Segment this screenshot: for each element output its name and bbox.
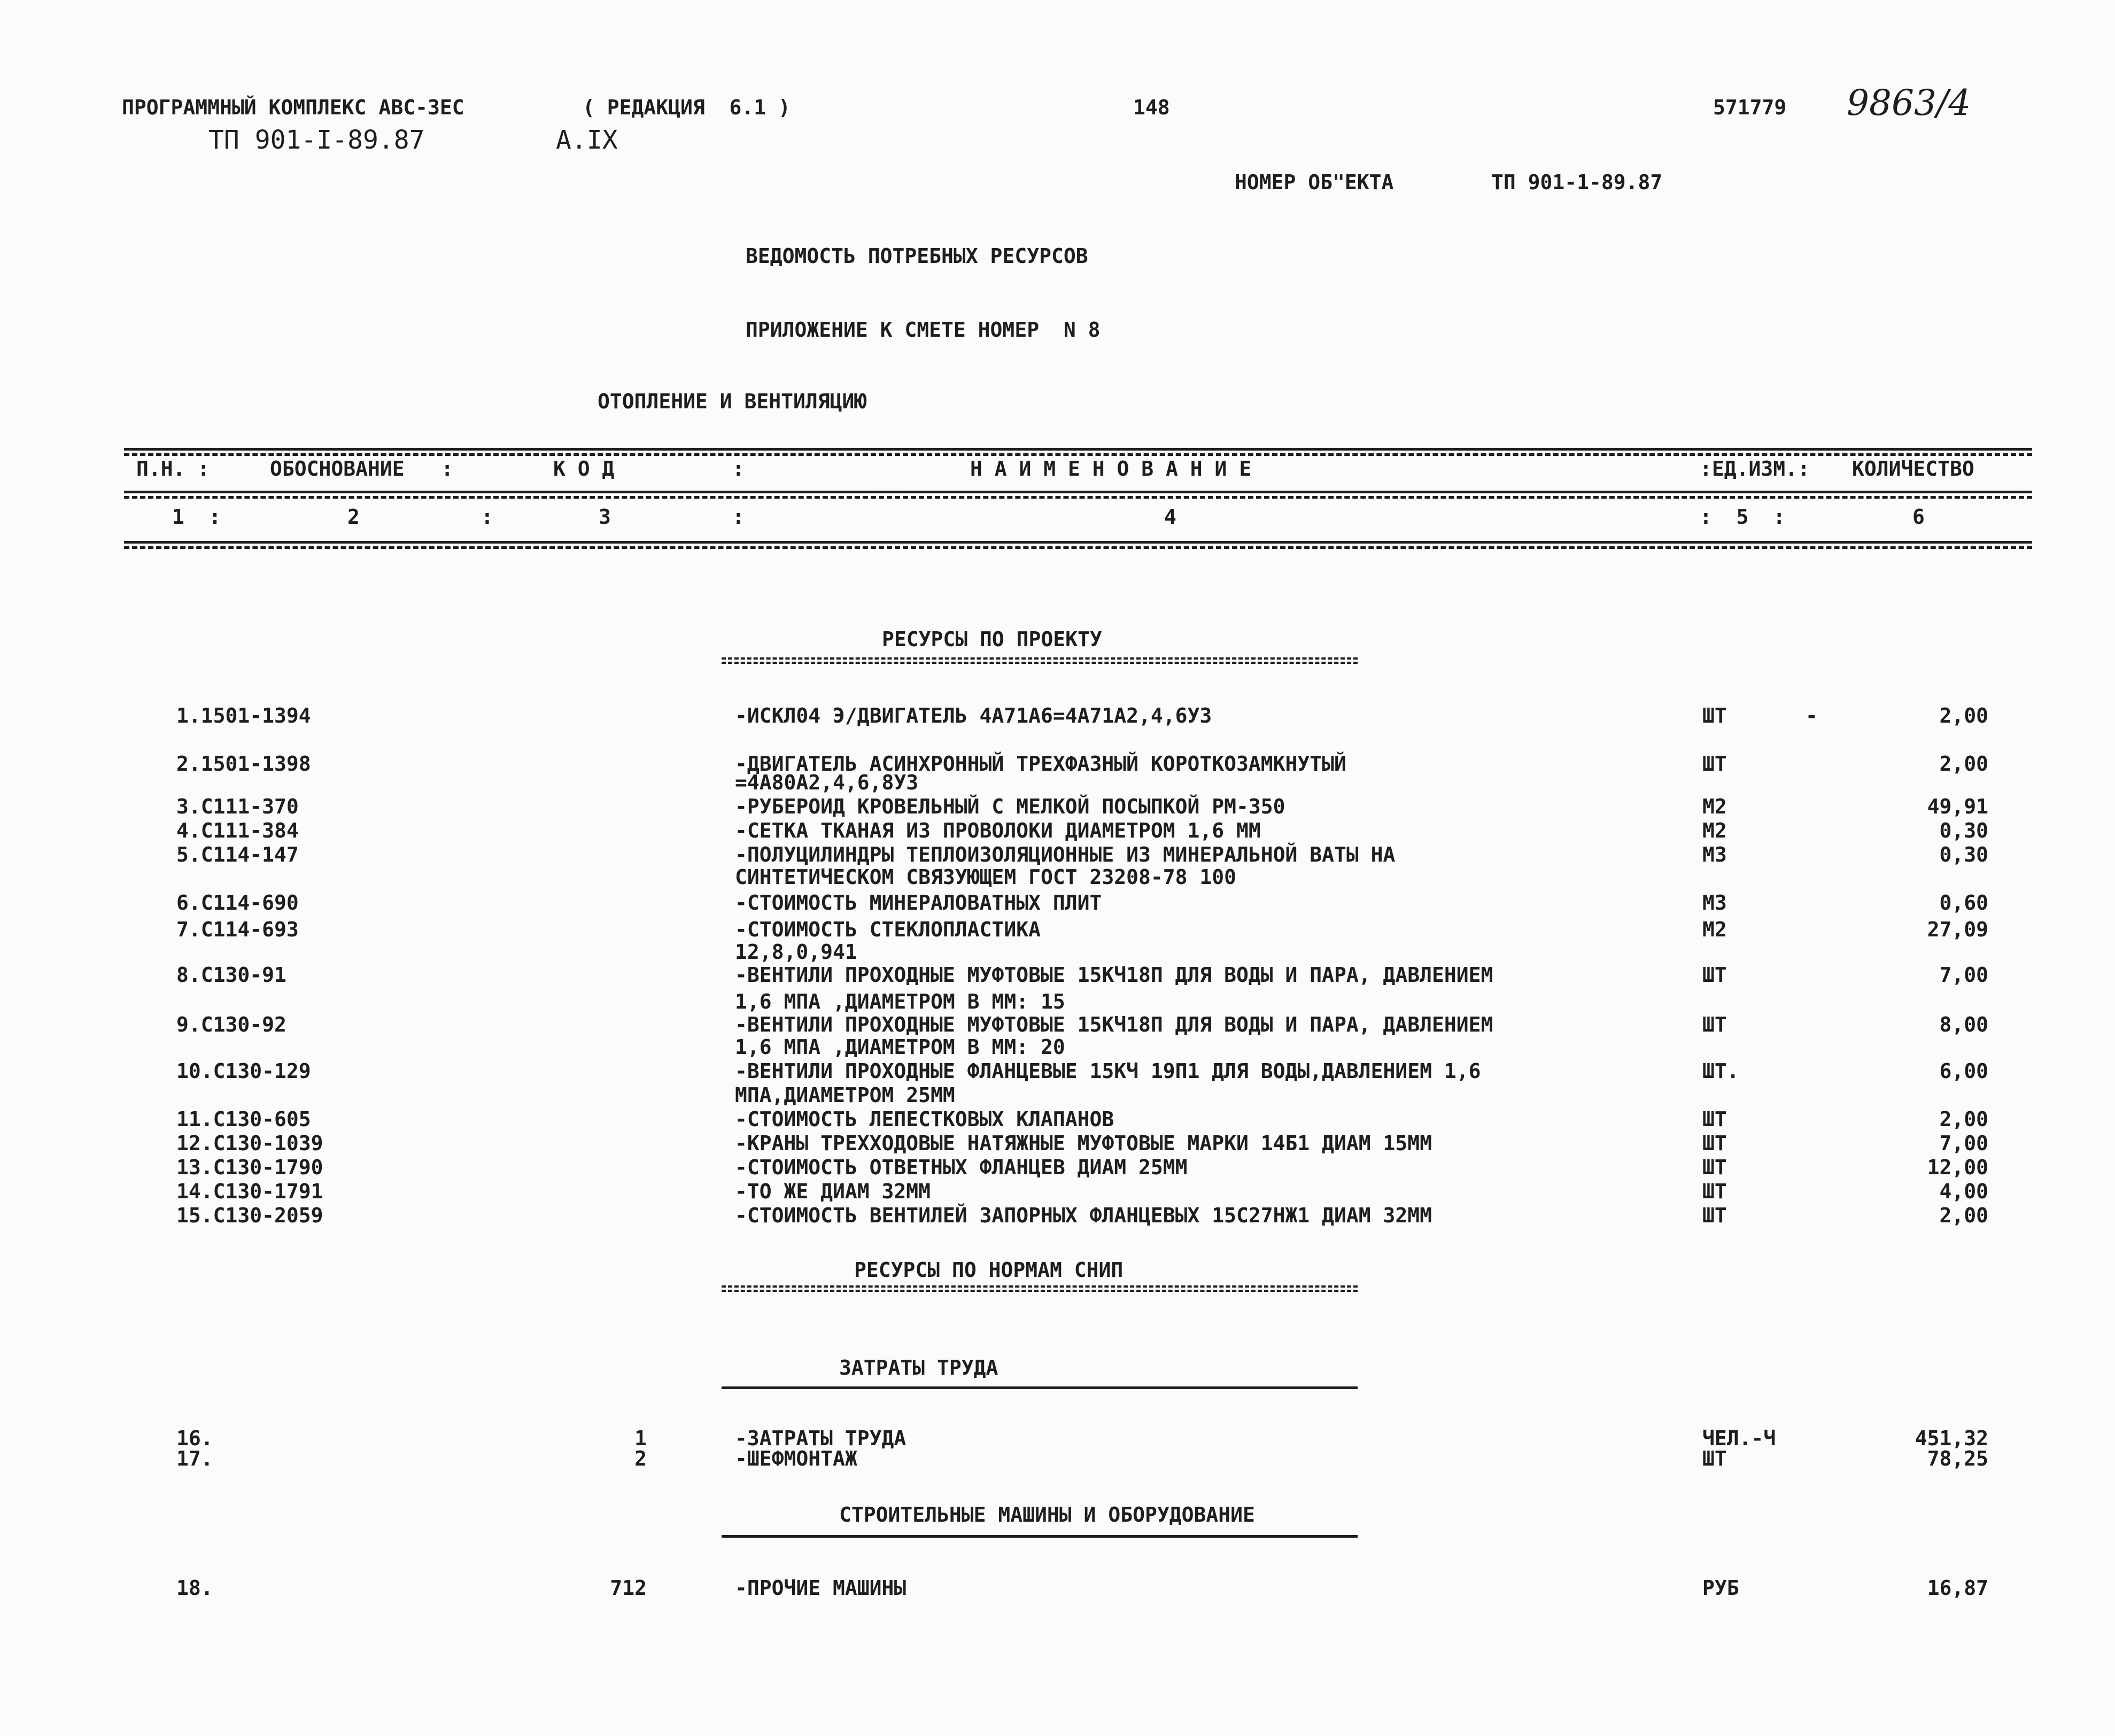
row-unit: М3	[1702, 891, 1727, 914]
row-name: -ВЕНТИЛИ ПРОХОДНЫЕ ФЛАНЦЕВЫЕ 15КЧ 19П1 ДЛЯ ВОДЫ,ДАВЛЕНИЕМ 1,6	[735, 1059, 1481, 1083]
header-top-rule-2	[124, 453, 2032, 456]
table-row	[0, 919, 2115, 945]
row-name-continuation: 1,6 МПА ,ДИАМЕТРОМ В ММ: 20	[735, 1035, 1065, 1059]
table-row	[0, 1157, 2115, 1183]
col-header-qty: КОЛИЧЕСТВО	[1852, 457, 1974, 480]
row-number: 1.1501-1394	[176, 704, 311, 727]
row-code: 1	[634, 1427, 647, 1450]
col-header-pn: П.Н. :	[136, 457, 210, 480]
row-qty: 8,00	[1939, 1013, 1988, 1036]
col-header-sep: :	[732, 457, 745, 480]
table-row	[0, 1181, 2115, 1207]
row-number: 11.С130-605	[176, 1107, 311, 1131]
table-row	[0, 1133, 2115, 1159]
row-number: 9.С130-92	[176, 1013, 286, 1036]
section-machines-underline	[722, 1535, 1358, 1538]
row-name: -ВЕНТИЛИ ПРОХОДНЫЕ МУФТОВЫЕ 15КЧ18П ДЛЯ ВОДЫ И ПАРА, ДАВЛЕНИЕМ	[735, 1013, 1493, 1036]
table-row	[0, 820, 2115, 846]
table-row	[0, 1448, 2115, 1474]
col-num-4: 4	[1164, 505, 1176, 529]
table-row	[0, 1109, 2115, 1135]
row-name: -СТОИМОСТЬ СТЕКЛОПЛАСТИКА	[735, 918, 1041, 941]
section-norms-underline	[722, 1285, 1358, 1292]
document-title: ВЕДОМОСТЬ ПОТРЕБНЫХ РЕСУРСОВ	[746, 244, 1088, 268]
section-labor-title: ЗАТРАТЫ ТРУДА	[839, 1356, 998, 1380]
row-qty: 78,25	[1927, 1447, 1988, 1470]
row-qty: 0,30	[1939, 843, 1988, 866]
row-name: -ВЕНТИЛИ ПРОХОДНЫЕ МУФТОВЫЕ 15КЧ18П ДЛЯ ВОДЫ И ПАРА, ДАВЛЕНИЕМ	[735, 963, 1493, 987]
col-num-3-sep: :	[732, 505, 745, 529]
row-name: -СТОИМОСТЬ ОТВЕТНЫХ ФЛАНЦЕВ ДИАМ 25ММ	[735, 1156, 1188, 1179]
row-unit: ШТ	[1702, 963, 1727, 987]
row-number: 7.С114-693	[176, 918, 299, 941]
row-qty: 7,00	[1939, 963, 1988, 987]
doc-code: 571779	[1713, 96, 1787, 119]
row-dash: -	[1806, 704, 1818, 727]
row-name: -ШЕФМОНТАЖ	[735, 1447, 857, 1470]
row-name: -ТО ЖЕ ДИАМ 32ММ	[735, 1180, 931, 1203]
table-row	[0, 965, 2115, 990]
row-name: -ПРОЧИЕ МАШИНЫ	[735, 1576, 907, 1600]
header-mid-rule-2	[124, 496, 2032, 499]
object-number: ТП 901-1-89.87	[1491, 170, 1663, 194]
project-code: ТП 901-I-89.87	[208, 125, 425, 155]
row-number: 4.С111-384	[176, 819, 299, 842]
row-number: 12.С130-1039	[176, 1132, 323, 1155]
row-number: 10.С130-129	[176, 1059, 311, 1083]
row-qty: 12,00	[1927, 1156, 1988, 1179]
row-qty: 7,00	[1939, 1132, 1988, 1155]
col-num-3: 3	[599, 505, 611, 529]
table-row	[0, 796, 2115, 822]
row-unit: ШТ	[1702, 704, 1727, 727]
row-number: 5.С114-147	[176, 843, 299, 866]
page-number: 148	[1133, 96, 1170, 119]
col-num-6: 6	[1912, 505, 1925, 529]
row-unit: ШТ	[1702, 752, 1727, 776]
row-name-continuation: 1,6 МПА ,ДИАМЕТРОМ В ММ: 15	[735, 990, 1065, 1013]
annex-title: ПРИЛОЖЕНИЕ К СМЕТЕ НОМЕР N 8	[746, 318, 1101, 342]
row-unit: М2	[1702, 795, 1727, 818]
row-qty: 27,09	[1927, 918, 1988, 941]
row-unit: РУБ	[1702, 1576, 1739, 1600]
edition: ( РЕДАКЦИЯ 6.1 )	[583, 96, 791, 119]
row-number: 17.	[176, 1447, 213, 1470]
row-name: -СЕТКА ТКАНАЯ ИЗ ПРОВОЛОКИ ДИАМЕТРОМ 1,6 ММ	[735, 819, 1261, 842]
row-unit: М3	[1702, 843, 1727, 866]
header-bottom-rule-2	[124, 546, 2032, 549]
object-label: НОМЕР ОБ"ЕКТА	[1235, 170, 1394, 194]
row-name-continuation: МПА,ДИАМЕТРОМ 25ММ	[735, 1083, 955, 1107]
table-row-continuation	[0, 772, 2115, 798]
row-unit: ШТ	[1702, 1204, 1727, 1227]
col-num-2: 2	[347, 505, 360, 529]
row-unit: ШТ	[1702, 1107, 1727, 1131]
row-number: 2.1501-1398	[176, 752, 311, 776]
row-name: -ПОЛУЦИЛИНДРЫ ТЕПЛОИЗОЛЯЦИОННЫЕ ИЗ МИНЕРАЛЬНОЙ ВАТЫ НА	[735, 843, 1396, 866]
table-row-continuation	[0, 1085, 2115, 1111]
row-number: 13.С130-1790	[176, 1156, 323, 1179]
row-name-continuation: 12,8,0,941	[735, 940, 857, 964]
col-header-basis: ОБОСНОВАНИЕ :	[270, 457, 454, 480]
row-number: 16.	[176, 1427, 213, 1450]
table-row	[0, 1061, 2115, 1087]
row-number: 6.С114-690	[176, 891, 299, 914]
col-header-code: К О Д	[553, 457, 615, 480]
header-top-rule	[124, 448, 2032, 451]
program-name: ПРОГРАММНЫЙ КОМПЛЕКС АВС-ЗЕС	[122, 96, 464, 119]
row-number: 14.С130-1791	[176, 1180, 323, 1203]
row-name: -ДВИГАТЕЛЬ АСИНХРОННЫЙ ТРЕХФАЗНЫЙ КОРОТКОЗАМКНУТЫЙ	[735, 752, 1346, 776]
row-name: -СТОИМОСТЬ МИНЕРАЛОВАТНЫХ ПЛИТ	[735, 891, 1102, 914]
col-header-name: Н А И М Е Н О В А Н И Е	[970, 457, 1252, 480]
row-unit: ЧЕЛ.-Ч	[1702, 1427, 1776, 1450]
row-qty: 4,00	[1939, 1180, 1988, 1203]
section-title: ОТОПЛЕНИЕ И ВЕНТИЛЯЦИЮ	[598, 390, 867, 413]
col-num-2-sep: :	[481, 505, 493, 529]
row-name-continuation: =4А80А2,4,6,8У3	[735, 771, 919, 794]
row-qty: 49,91	[1927, 795, 1988, 818]
col-num-1: 1 :	[172, 505, 221, 529]
row-unit: ШТ	[1702, 1180, 1727, 1203]
row-unit: М2	[1702, 918, 1727, 941]
row-number: 18.	[176, 1576, 213, 1600]
row-code: 2	[634, 1447, 647, 1470]
row-unit: М2	[1702, 819, 1727, 842]
table-row	[0, 1205, 2115, 1231]
row-name: -КРАНЫ ТРЕХХОДОВЫЕ НАТЯЖНЫЕ МУФТОВЫЕ МАРКИ 14Б1 ДИАМ 15ММ	[735, 1132, 1432, 1155]
row-qty: 6,00	[1939, 1059, 1988, 1083]
row-name: -РУБЕРОИД КРОВЕЛЬНЫЙ С МЕЛКОЙ ПОСЫПКОЙ РМ-350	[735, 795, 1285, 818]
col-num-5: : 5 :	[1700, 505, 1786, 529]
row-name-continuation: СИНТЕТИЧЕСКОМ СВЯЗУЮЩЕМ ГОСТ 23208-78 100	[735, 865, 1236, 889]
row-qty: 2,00	[1939, 1204, 1988, 1227]
header-bottom-rule	[124, 541, 2032, 544]
row-number: 15.С130-2059	[176, 1204, 323, 1227]
row-unit: ШТ	[1702, 1013, 1727, 1036]
col-header-unit: :ЕД.ИЗМ.:	[1700, 457, 1810, 480]
section-machines-title: СТРОИТЕЛЬНЫЕ МАШИНЫ И ОБОРУДОВАНИЕ	[839, 1503, 1255, 1526]
section-project-title: РЕСУРСЫ ПО ПРОЕКТУ	[882, 627, 1102, 651]
row-number: 3.С111-370	[176, 795, 299, 818]
table-row-continuation	[0, 867, 2115, 893]
handwritten-reference: 9863/4	[1847, 82, 1971, 123]
row-unit: ШТ	[1702, 1132, 1727, 1155]
row-name: -СТОИМОСТЬ ВЕНТИЛЕЙ ЗАПОРНЫХ ФЛАНЦЕВЫХ 15С27НЖ1 ДИАМ 32ММ	[735, 1204, 1432, 1227]
table-row	[0, 1578, 2115, 1603]
row-qty: 0,30	[1939, 819, 1988, 842]
row-code: 712	[610, 1576, 647, 1600]
row-unit: ШТ	[1702, 1447, 1727, 1470]
row-name: -ИСКЛ04 Э/ДВИГАТЕЛЬ 4А71А6=4А71А2,4,6У3	[735, 704, 1212, 727]
header-mid-rule	[124, 491, 2032, 493]
album-number: А.IX	[556, 125, 618, 155]
row-qty: 16,87	[1927, 1576, 1988, 1600]
section-project-underline	[722, 657, 1358, 664]
section-norms-title: РЕСУРСЫ ПО НОРМАМ СНИП	[854, 1258, 1124, 1282]
table-row	[0, 893, 2115, 918]
row-number: 8.С130-91	[176, 963, 286, 987]
section-labor-underline	[722, 1386, 1358, 1389]
row-qty: 2,00	[1939, 752, 1988, 776]
row-name: -ЗАТРАТЫ ТРУДА	[735, 1427, 907, 1450]
row-unit: ШТ	[1702, 1156, 1727, 1179]
row-qty: 451,32	[1915, 1427, 1988, 1450]
row-qty: 2,00	[1939, 1107, 1988, 1131]
row-unit: ШТ.	[1702, 1059, 1739, 1083]
row-qty: 2,00	[1939, 704, 1988, 727]
row-qty: 0,60	[1939, 891, 1988, 914]
table-row	[0, 706, 2115, 731]
table-row-continuation	[0, 1037, 2115, 1063]
row-name: -СТОИМОСТЬ ЛЕПЕСТКОВЫХ КЛАПАНОВ	[735, 1107, 1114, 1131]
